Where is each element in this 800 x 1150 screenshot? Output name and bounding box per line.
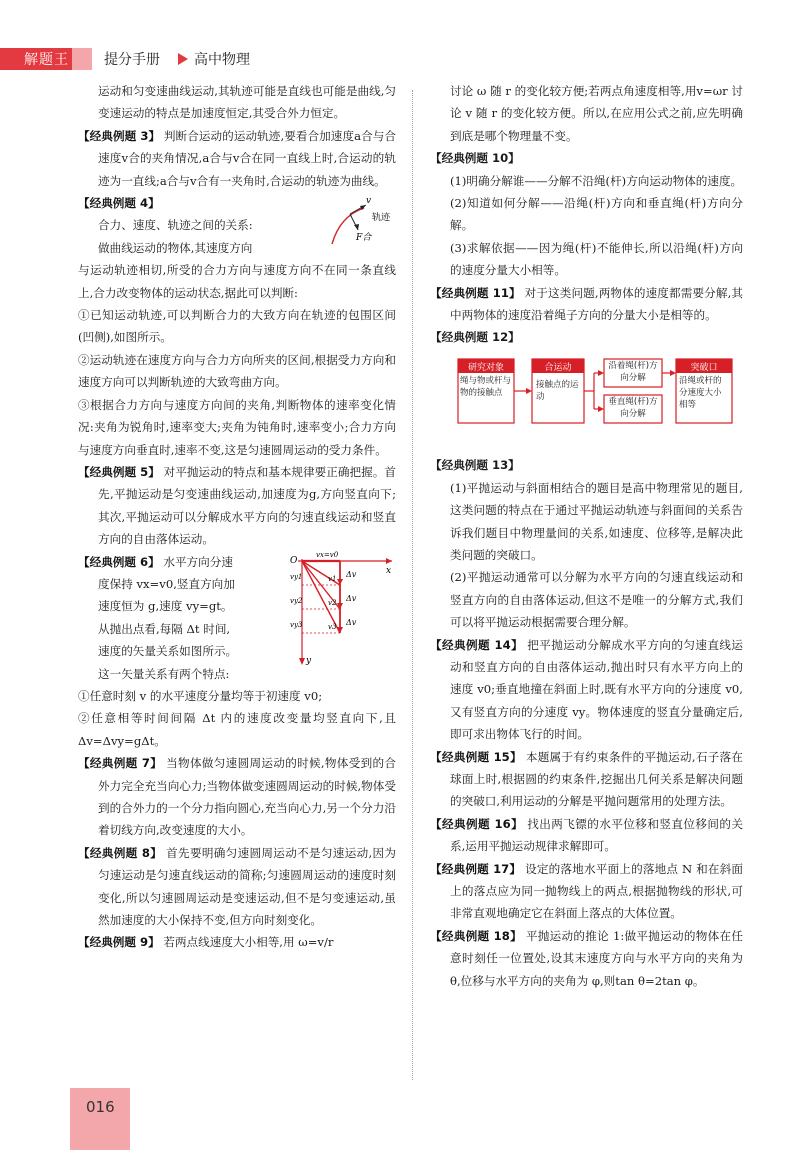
flow-object-body (460, 375, 512, 421)
fig-top-label: vx=v0 (316, 550, 339, 559)
example-11-label: 【经典例题 11】 (430, 285, 521, 300)
example-5 (78, 461, 396, 551)
flow-motion-body (536, 379, 582, 419)
example-6-l2: 度保持 vx=v0,竖直方向加 (98, 576, 235, 591)
fig-vy3-label: vy3 (290, 620, 303, 629)
fig-o-label: O (290, 555, 298, 566)
force-arrowhead (354, 224, 359, 230)
column-divider (412, 90, 413, 1080)
example-10-point3: (3)求解依据——因为绳(杆)不能伸长,所以沿绳(杆)方向的速度分量大小相等。 (450, 240, 743, 278)
example-11-text: 对于这类问题,两物体的速度都需要分解,其中两物体的速度沿着绳子方向的分量大小是相等的。 (450, 285, 744, 323)
example-4 (78, 192, 396, 259)
example-6-l6: 这一矢量关系有两个特点: (98, 666, 230, 681)
page-number: 016 (86, 1098, 115, 1116)
example-10-point2: (2)知道如何分解——沿绳(杆)方向和垂直绳(杆)方向分解。 (450, 196, 743, 233)
example-15 (430, 746, 743, 813)
fig-v1-label: v1 (328, 574, 337, 583)
example-18-label: 【经典例题 18】 (430, 928, 522, 943)
fig-v2-label: v2 (328, 598, 337, 607)
example-13-label: 【经典例题 13】 (430, 458, 520, 473)
example-16-text: 找出两飞镖的水平位移和竖直位移间的关系,运用平抛运动规律求解即可。 (450, 816, 744, 854)
example-4-point1: ①已知运动轨迹,可以判断合力的大致方向在轨迹的包围区间(凹侧),如图所示。 (78, 308, 396, 345)
right-column (430, 80, 743, 992)
header-arrow-icon (178, 53, 188, 65)
intro-paragraph: 运动和匀变速曲线运动,其轨迹可能是直线也可能是曲线,匀变速运动的特点是加速度恒定,其受合外力恒定。 (98, 84, 396, 121)
example-6-l4: 从抛出点看,每隔 Δt 时间, (98, 621, 231, 636)
example-12-label: 【经典例题 12】 (430, 330, 520, 345)
left-column (78, 80, 396, 954)
header-brand: 解题王 (24, 52, 69, 68)
flow-arrowhead-1 (526, 388, 532, 394)
example-8-label: 【经典例题 8】 (78, 845, 163, 860)
flow-motion-text: 接触点的运动 (536, 379, 579, 402)
flow-perp-body (606, 396, 660, 422)
example-5-text: 对平抛运动的特点和基本规律要正确把握。首先,平抛运动是匀变速曲线运动,加速度为g,方向竖直向下;其次,平抛运动可以分解成水平方向的匀速直线运动和竖直方向的自由落体运动。 (98, 464, 396, 547)
example-7-label: 【经典例题 7】 (78, 756, 163, 771)
example-18 (430, 925, 743, 992)
flow-branch-top-head (598, 370, 604, 376)
example-5-label: 【经典例题 5】 (78, 464, 160, 479)
example-6 (78, 551, 396, 685)
example-18-text: 平抛运动的推论 1:做平抛运动的物体在任意时刻任一位置处,设其末速度方向与水平方向的夹角为 θ,位移与水平方向的夹角为 φ,则tan θ=2tan φ。 (450, 928, 744, 988)
header-book-title: 提分手册 (104, 52, 160, 68)
example-3 (78, 125, 396, 192)
example-4-body: 与运动轨迹相切,所受的合力方向与速度方向不在同一条直线上,合力改变物体的运动状态,据此可以判断: (78, 263, 396, 300)
page-header (0, 48, 800, 70)
fig-dv1-label: Δv (346, 569, 357, 579)
example-17-label: 【经典例题 17】 (430, 861, 522, 876)
example-4-label: 【经典例题 4】 (78, 196, 160, 211)
fig-dv3-label: Δv (346, 617, 357, 627)
example-9-label: 【经典例题 9】 (78, 935, 160, 950)
flow-object-text: 绳与物或杆与物的接触点 (460, 375, 512, 398)
fig-track-label: 轨迹 (372, 213, 391, 224)
flow-key-body (679, 375, 729, 421)
example-10-label: 【经典例题 10】 (430, 151, 520, 166)
flow-motion-title: 合运动 (544, 362, 572, 373)
decomposition-flowchart (430, 353, 743, 443)
header-subject: 高中物理 (194, 52, 250, 68)
example-11 (430, 282, 743, 327)
flow-key-title: 突破口 (690, 362, 718, 373)
x-axis-arrowhead (386, 558, 392, 564)
fig-vy1-label: vy1 (290, 572, 303, 581)
example-4-line1: 合力、速度、轨迹之间的关系: (98, 218, 253, 233)
example-15-label: 【经典例题 15】 (430, 749, 522, 764)
example-17 (430, 858, 743, 925)
example-9-continued: 讨论 ω 随 r 的变化较方便;若两点角速度相等,用v=ωr 讨论 v 随 r 的变化较方便。所以,在应用公式之前,应先明确到底是哪个物理量不变。 (450, 84, 743, 143)
example-17-text: 设定的落地水平面上的落地点 N 和在斜面上的落点应为同一抛物线上的两点,根据抛物线的形状,可非常直观地确定它在斜面上落点的大体位置。 (450, 861, 743, 921)
flow-along-text: 沿着绳(杆)方向分解 (608, 360, 658, 383)
example-14 (430, 634, 743, 746)
example-9 (78, 931, 396, 953)
example-13-point2: (2)平抛运动通常可以分解为水平方向的匀速直线运动和竖直方向的自由落体运动,但这不是唯一的分解方式,我们可以将平抛运动根据需要合理分解。 (450, 570, 743, 630)
example-6-l5: 速度的矢量关系如图所示。 (98, 644, 238, 659)
example-6-l3: 速度恒为 g,速度 vy=gt。 (98, 599, 233, 614)
example-7 (78, 752, 396, 842)
fig-y-label: y (306, 655, 312, 666)
example-8-text: 首先要明确匀速圆周运动不是匀速运动,因为匀速运动是匀速直线运动的简称;匀速圆周运动的速度时刻变化,所以匀速圆周运动是变速运动,但不是匀变速运动,虽然加速度的大小保持不变,但方向时刻变化。 (98, 845, 397, 928)
fig-v3-label: v3 (328, 622, 337, 631)
example-15-text: 本题属于有约束条件的平抛运动,石子落在球面上时,根据圆的约束条件,挖掘出几何关系是解决问题的突破口,利用运动的分解是平抛问题常用的处理方法。 (450, 749, 744, 809)
example-7-text: 当物体做匀速圆周运动的时候,物体受到的合外力完全充当向心力;当物体做变速圆周运动的时候,物体受到的合外力的一个分力指向圆心,充当向心力,另一个分力沿着切线方向,改变速度的大小。 (98, 756, 397, 838)
velocity-vector-figure (288, 551, 396, 669)
fig-dv2-label: Δv (346, 593, 357, 603)
flow-branch-bottom-head (598, 406, 604, 412)
trajectory-figure (326, 194, 396, 246)
example-4-line2: 做曲线运动的物体,其速度方向 (98, 240, 253, 255)
fig-v-label: v (366, 196, 372, 207)
example-6-point1: ①任意时刻 v 的水平速度分量均等于初速度 v0; (78, 688, 323, 703)
example-16 (430, 813, 743, 858)
flow-perp-text: 垂直绳(杆)方向分解 (608, 396, 658, 419)
example-10-point1: (1)明确分解谁——分解不沿绳(杆)方向运动物体的速度。 (450, 173, 743, 188)
example-3-text: 判断合运动的运动轨迹,要看合加速度a合与合速度v合的夹角情况,a合与v合在同一直线上时,合运动的轨迹为一直线;a合与v合有一夹角时,合运动的轨迹为曲线。 (98, 128, 396, 188)
example-6-label: 【经典例题 6】 (78, 554, 160, 569)
fig-f-label: F合 (356, 233, 372, 244)
example-14-label: 【经典例题 14】 (430, 637, 524, 652)
example-6-point2: ②任意相等时间间隔 Δt 内的速度改变量均竖直向下,且 Δv=Δvy=gΔt。 (78, 711, 396, 748)
flow-along-body (606, 360, 660, 386)
fig-x-label: x (386, 565, 392, 576)
flow-object-title: 研究对象 (467, 362, 505, 373)
header-accent-bar (72, 48, 92, 70)
example-9-text: 若两点线速度大小相等,用 ω=v/r (163, 935, 334, 950)
flow-arrowhead-5 (670, 370, 676, 376)
example-4-point3: ③根据合力方向与速度方向间的夹角,判断物体的速率变化情况:夹角为锐角时,速率变大;夹角为钝角时,速率变小;合力方向与速度方向垂直时,速率不变,这是匀速圆周运动的受力条件。 (78, 397, 396, 457)
example-16-label: 【经典例题 16】 (430, 816, 524, 831)
example-4-point2: ②运动轨迹在速度方向与合力方向所夹的区间,根据受力方向和速度方向可以判断轨迹的大致弯曲方向。 (78, 352, 396, 390)
example-13-point1: (1)平抛运动与斜面相结合的题目是高中物理常见的题目,这类问题的特点在于通过平抛运动轨迹与斜面间的关系告诉我们题目中物理量间的关系,如速度、位移等,是解决此类问题的突破口。 (450, 480, 743, 562)
example-8 (78, 842, 396, 932)
y-axis-arrowhead (299, 658, 305, 665)
example-3-label: 【经典例题 3】 (78, 128, 161, 143)
fig-vy2-label: vy2 (290, 596, 303, 605)
example-14-text: 把平抛运动分解成水平方向的匀速直线运动和竖直方向的自由落体运动,抛出时只有水平方向上的速度 v0;垂直地撞在斜面上时,既有水平方向的分速度 v0,又有竖直方向的分速度 vy。物体速度的竖直分量确定后,即可求出物体飞行的时间。 (450, 637, 744, 742)
example-6-l1: 水平方向分速 (163, 554, 233, 569)
flow-key-text: 沿绳或杆的分速度大小相等 (679, 375, 722, 410)
